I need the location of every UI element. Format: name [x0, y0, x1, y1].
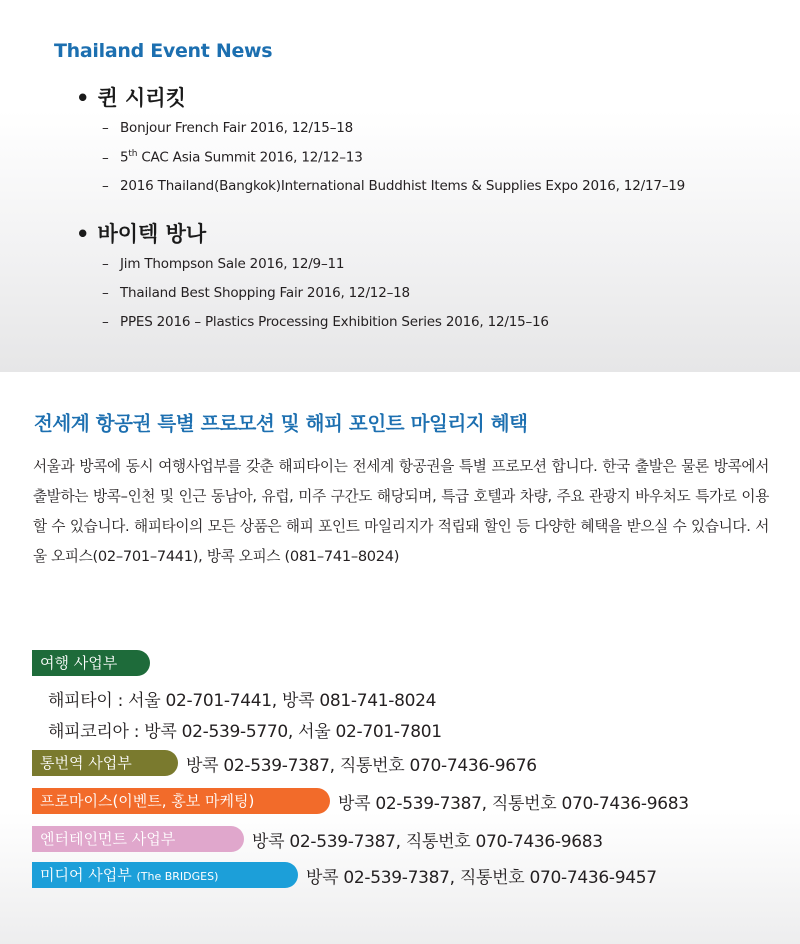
event-item: – PPES 2016 – Plastics Processing Exhibition Series 2016, 12/15–16: [102, 314, 549, 330]
venue-heading: [76, 82, 186, 112]
news-title: Thailand Event News: [54, 40, 273, 62]
dash-icon: –: [102, 178, 109, 194]
event-item: – Bonjour French Fair 2016, 12/15–18: [102, 120, 354, 136]
bullet-icon: •: [76, 86, 90, 110]
entertainment-department-badge: 엔터테인먼트 사업부: [32, 826, 244, 852]
translation-contact: 방콕 02-539-7387, 직통번호 070-7436-9676: [186, 756, 537, 776]
travel-contact-line: 해피코리아 : 방콕 02-539-5770, 서울 02-701-7801: [48, 722, 442, 742]
travel-department-badge: 여행 사업부: [32, 650, 150, 676]
entertainment-contact: 방콕 02-539-7387, 직통번호 070-7436-9683: [252, 832, 603, 852]
dash-icon: –: [102, 285, 109, 301]
promise-department-badge: 프로마이스(이벤트, 홍보 마케팅): [32, 788, 330, 814]
promo-body: 서울과 방콕에 동시 여행사업부를 갖춘 해피타이는 전세계 항공권을 특별 프로모션 합니다. 한국 출발은 물론 방콕에서 출발하는 방콕–인천 및 인근 동남아, 유럽, 미주 구간도 해당되며, 특급 호텔과 차량, 주요 관광지 바우처도 특가로 이용할 수 있습니다. 해피타이의 모든 상품은 해피 포인트 마일리지가 적립돼 할인 등 다양한 혜택을 받으실 수 있습니다. 서울 오피스(02–701–7441), 방콕 오피스 (081–741–8024): [33, 458, 769, 565]
dash-icon: –: [102, 314, 109, 330]
translation-department-badge: 통번역 사업부: [32, 750, 178, 776]
travel-contact-line: 해피타이 : 서울 02-701-7441, 방콕 081-741-8024: [48, 691, 437, 711]
promise-contact: 방콕 02-539-7387, 직통번호 070-7436-9683: [338, 794, 689, 814]
venue-name: 퀸 시리킷: [97, 86, 186, 110]
media-department-badge: 미디어 사업부 (The BRIDGES): [32, 862, 298, 888]
event-item: – Thailand Best Shopping Fair 2016, 12/12–18: [102, 285, 410, 301]
media-contact: 방콕 02-539-7387, 직통번호 070-7436-9457: [306, 868, 657, 888]
venue-heading: [76, 218, 206, 248]
event-item: – 2016 Thailand(Bangkok)International Buddhist Items & Supplies Expo 2016, 12/17–19: [102, 178, 686, 194]
dash-icon: –: [102, 120, 109, 136]
dash-icon: –: [102, 256, 109, 272]
event-item: – 5th CAC Asia Summit 2016, 12/12–13: [102, 149, 363, 166]
dash-icon: –: [102, 149, 109, 166]
event-item: – Jim Thompson Sale 2016, 12/9–11: [102, 256, 345, 272]
venue-name: 바이텍 방나: [97, 222, 207, 246]
promo-title: 전세계 항공권 특별 프로모션 및 해피 포인트 마일리지 혜택: [34, 412, 528, 435]
bullet-icon: •: [76, 222, 90, 246]
